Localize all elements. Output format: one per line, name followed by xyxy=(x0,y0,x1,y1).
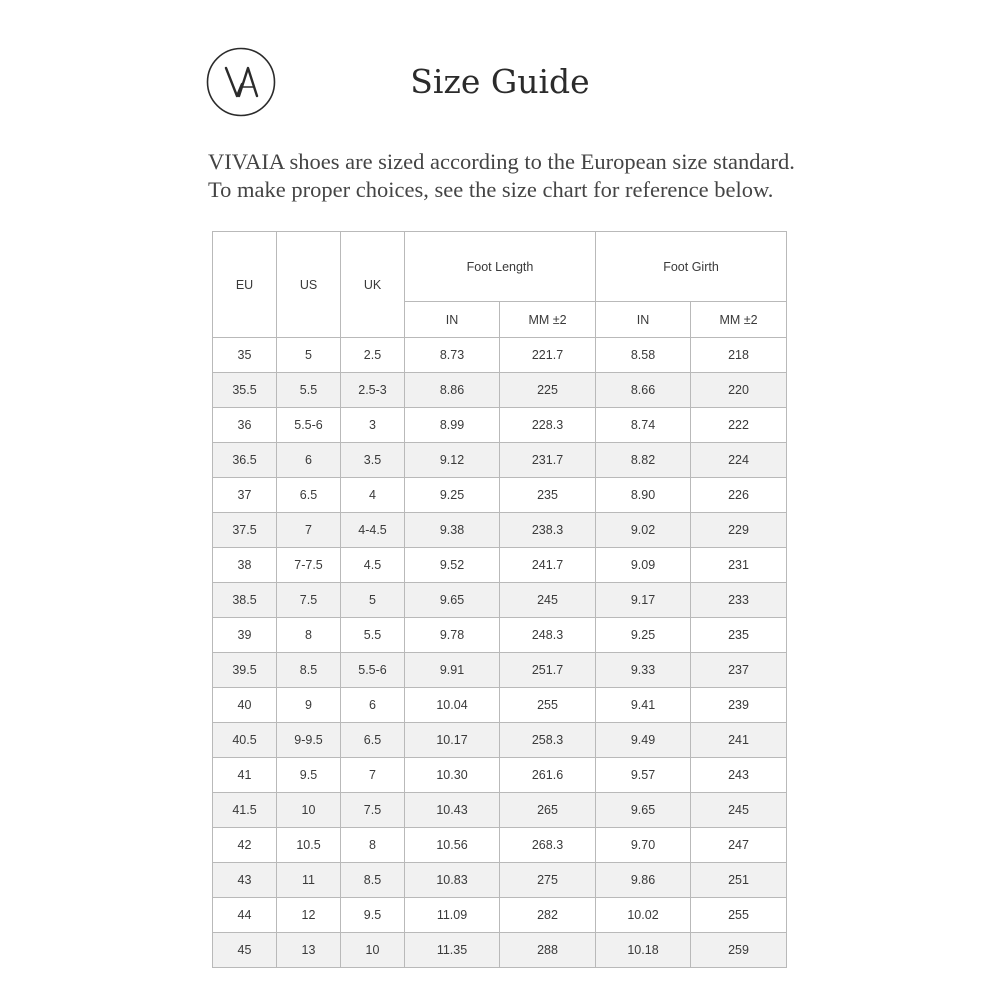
cell-length-in: 10.83 xyxy=(405,863,500,898)
cell-us: 9.5 xyxy=(277,758,341,793)
cell-uk: 2.5-3 xyxy=(341,373,405,408)
cell-girth-in: 9.70 xyxy=(596,828,691,863)
cell-uk: 6.5 xyxy=(341,723,405,758)
cell-girth-mm: 233 xyxy=(691,583,787,618)
table-row xyxy=(213,548,787,583)
cell-girth-mm: 259 xyxy=(691,933,787,968)
cell-girth-mm: 239 xyxy=(691,688,787,723)
cell-length-in: 9.78 xyxy=(405,618,500,653)
vivaia-monogram-icon xyxy=(206,47,276,117)
cell-girth-mm: 247 xyxy=(691,828,787,863)
header-length-mm: MM ±2 xyxy=(500,302,596,338)
cell-eu: 38 xyxy=(213,548,277,583)
cell-girth-in: 8.90 xyxy=(596,478,691,513)
cell-girth-in: 9.49 xyxy=(596,723,691,758)
cell-girth-in: 9.09 xyxy=(596,548,691,583)
header-uk: UK xyxy=(341,232,405,338)
table-row xyxy=(213,583,787,618)
cell-uk: 6 xyxy=(341,688,405,723)
header-eu: EU xyxy=(213,232,277,338)
table-row xyxy=(213,373,787,408)
cell-length-mm: 248.3 xyxy=(500,618,596,653)
cell-eu: 43 xyxy=(213,863,277,898)
cell-length-mm: 275 xyxy=(500,863,596,898)
cell-length-mm: 225 xyxy=(500,373,596,408)
cell-girth-in: 9.02 xyxy=(596,513,691,548)
cell-girth-mm: 237 xyxy=(691,653,787,688)
cell-eu: 39 xyxy=(213,618,277,653)
cell-length-in: 10.30 xyxy=(405,758,500,793)
cell-eu: 37.5 xyxy=(213,513,277,548)
cell-length-in: 9.38 xyxy=(405,513,500,548)
table-row xyxy=(213,758,787,793)
cell-us: 10.5 xyxy=(277,828,341,863)
cell-us: 6 xyxy=(277,443,341,478)
table-row xyxy=(213,933,787,968)
cell-eu: 36.5 xyxy=(213,443,277,478)
cell-length-in: 10.43 xyxy=(405,793,500,828)
cell-uk: 2.5 xyxy=(341,338,405,373)
header-foot-length: Foot Length xyxy=(405,232,596,302)
cell-length-mm: 221.7 xyxy=(500,338,596,373)
cell-eu: 40.5 xyxy=(213,723,277,758)
cell-girth-mm: 229 xyxy=(691,513,787,548)
cell-girth-mm: 220 xyxy=(691,373,787,408)
cell-eu: 36 xyxy=(213,408,277,443)
table-row xyxy=(213,408,787,443)
cell-girth-in: 9.33 xyxy=(596,653,691,688)
table-row xyxy=(213,443,787,478)
cell-uk: 5.5-6 xyxy=(341,653,405,688)
cell-eu: 45 xyxy=(213,933,277,968)
cell-girth-mm: 243 xyxy=(691,758,787,793)
size-table-body xyxy=(213,338,787,968)
cell-girth-mm: 224 xyxy=(691,443,787,478)
cell-girth-in: 9.17 xyxy=(596,583,691,618)
cell-eu: 39.5 xyxy=(213,653,277,688)
cell-uk: 8.5 xyxy=(341,863,405,898)
cell-length-in: 11.35 xyxy=(405,933,500,968)
cell-length-mm: 261.6 xyxy=(500,758,596,793)
cell-length-mm: 258.3 xyxy=(500,723,596,758)
cell-girth-mm: 218 xyxy=(691,338,787,373)
cell-length-mm: 241.7 xyxy=(500,548,596,583)
cell-us: 6.5 xyxy=(277,478,341,513)
cell-length-mm: 245 xyxy=(500,583,596,618)
cell-length-in: 9.91 xyxy=(405,653,500,688)
cell-us: 11 xyxy=(277,863,341,898)
table-row xyxy=(213,828,787,863)
table-row xyxy=(213,653,787,688)
cell-us: 5 xyxy=(277,338,341,373)
cell-length-in: 9.65 xyxy=(405,583,500,618)
cell-uk: 10 xyxy=(341,933,405,968)
header-length-in: IN xyxy=(405,302,500,338)
cell-girth-mm: 222 xyxy=(691,408,787,443)
cell-us: 5.5 xyxy=(277,373,341,408)
cell-girth-mm: 251 xyxy=(691,863,787,898)
table-row xyxy=(213,338,787,373)
cell-girth-in: 9.65 xyxy=(596,793,691,828)
cell-length-in: 9.52 xyxy=(405,548,500,583)
cell-uk: 8 xyxy=(341,828,405,863)
cell-us: 7-7.5 xyxy=(277,548,341,583)
cell-eu: 42 xyxy=(213,828,277,863)
cell-uk: 5.5 xyxy=(341,618,405,653)
cell-length-mm: 231.7 xyxy=(500,443,596,478)
cell-length-mm: 235 xyxy=(500,478,596,513)
table-row xyxy=(213,863,787,898)
cell-girth-in: 8.66 xyxy=(596,373,691,408)
cell-eu: 41.5 xyxy=(213,793,277,828)
cell-us: 8 xyxy=(277,618,341,653)
cell-girth-in: 9.41 xyxy=(596,688,691,723)
cell-length-mm: 228.3 xyxy=(500,408,596,443)
cell-uk: 5 xyxy=(341,583,405,618)
cell-us: 10 xyxy=(277,793,341,828)
cell-eu: 37 xyxy=(213,478,277,513)
cell-uk: 3.5 xyxy=(341,443,405,478)
table-row xyxy=(213,898,787,933)
cell-girth-mm: 231 xyxy=(691,548,787,583)
cell-girth-in: 8.58 xyxy=(596,338,691,373)
header-girth-in: IN xyxy=(596,302,691,338)
brand-logo xyxy=(206,47,276,117)
cell-uk: 7 xyxy=(341,758,405,793)
cell-us: 8.5 xyxy=(277,653,341,688)
header-girth-mm: MM ±2 xyxy=(691,302,787,338)
cell-girth-in: 9.86 xyxy=(596,863,691,898)
cell-girth-in: 8.74 xyxy=(596,408,691,443)
cell-length-in: 9.12 xyxy=(405,443,500,478)
cell-girth-mm: 245 xyxy=(691,793,787,828)
table-row xyxy=(213,688,787,723)
cell-eu: 44 xyxy=(213,898,277,933)
cell-girth-in: 10.18 xyxy=(596,933,691,968)
table-row xyxy=(213,478,787,513)
cell-us: 7.5 xyxy=(277,583,341,618)
cell-girth-in: 9.25 xyxy=(596,618,691,653)
cell-us: 7 xyxy=(277,513,341,548)
cell-length-in: 9.25 xyxy=(405,478,500,513)
cell-length-mm: 255 xyxy=(500,688,596,723)
cell-uk: 4 xyxy=(341,478,405,513)
header-us: US xyxy=(277,232,341,338)
cell-length-in: 8.73 xyxy=(405,338,500,373)
table-row xyxy=(213,618,787,653)
intro-text xyxy=(208,148,808,204)
cell-eu: 35.5 xyxy=(213,373,277,408)
cell-length-in: 11.09 xyxy=(405,898,500,933)
cell-us: 13 xyxy=(277,933,341,968)
cell-girth-mm: 255 xyxy=(691,898,787,933)
cell-eu: 40 xyxy=(213,688,277,723)
cell-length-in: 10.56 xyxy=(405,828,500,863)
cell-length-mm: 288 xyxy=(500,933,596,968)
cell-length-mm: 251.7 xyxy=(500,653,596,688)
cell-girth-in: 8.82 xyxy=(596,443,691,478)
cell-length-in: 8.99 xyxy=(405,408,500,443)
table-row xyxy=(213,793,787,828)
cell-length-mm: 265 xyxy=(500,793,596,828)
cell-girth-mm: 226 xyxy=(691,478,787,513)
cell-length-in: 10.17 xyxy=(405,723,500,758)
cell-length-in: 10.04 xyxy=(405,688,500,723)
cell-us: 9-9.5 xyxy=(277,723,341,758)
cell-us: 5.5-6 xyxy=(277,408,341,443)
cell-uk: 9.5 xyxy=(341,898,405,933)
cell-length-mm: 282 xyxy=(500,898,596,933)
intro-line-2: To make proper choices, see the size chart for reference below. xyxy=(208,177,774,202)
cell-girth-in: 9.57 xyxy=(596,758,691,793)
cell-eu: 38.5 xyxy=(213,583,277,618)
size-chart-table xyxy=(212,231,787,968)
cell-us: 9 xyxy=(277,688,341,723)
cell-length-mm: 238.3 xyxy=(500,513,596,548)
header-foot-girth: Foot Girth xyxy=(596,232,787,302)
intro-line-1: VIVAIA shoes are sized according to the European size standard. xyxy=(208,149,795,174)
cell-us: 12 xyxy=(277,898,341,933)
cell-girth-mm: 241 xyxy=(691,723,787,758)
page-title: Size Guide xyxy=(410,62,590,101)
table-row xyxy=(213,723,787,758)
table-row xyxy=(213,513,787,548)
cell-uk: 4.5 xyxy=(341,548,405,583)
cell-eu: 35 xyxy=(213,338,277,373)
cell-uk: 3 xyxy=(341,408,405,443)
cell-girth-in: 10.02 xyxy=(596,898,691,933)
cell-uk: 7.5 xyxy=(341,793,405,828)
cell-length-mm: 268.3 xyxy=(500,828,596,863)
cell-eu: 41 xyxy=(213,758,277,793)
cell-length-in: 8.86 xyxy=(405,373,500,408)
cell-girth-mm: 235 xyxy=(691,618,787,653)
cell-uk: 4-4.5 xyxy=(341,513,405,548)
